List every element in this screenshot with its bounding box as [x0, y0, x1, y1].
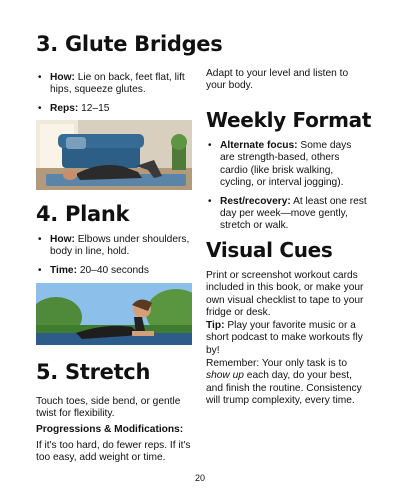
progressions-text: If it's too hard, do fewer reps. If it's too easy, add weight or time. [36, 440, 191, 464]
list-item: • Time: 20–40 seconds [36, 265, 196, 277]
plank-list [36, 234, 196, 283]
list-item: • Reps: 12–15 [36, 103, 196, 115]
plank-photo [36, 283, 192, 345]
section-title-plank: 4. Plank [36, 202, 130, 226]
page-number: 20 [194, 473, 205, 483]
visual-cues-text: Print or screenshot workout cards included in this book, or make your own visual checklist to tape to your fridge or desk. [206, 270, 364, 319]
intro-text: Adapt to your level and listen to your body. [206, 68, 349, 92]
section-title-stretch: 5. Stretch [36, 360, 151, 384]
progressions-heading: Progressions & Modifications: [36, 424, 184, 435]
section-title-glute-bridges: 3. Glute Bridges [36, 32, 223, 56]
list-item: • How: Lie on back, feet flat, lift hips, squeeze glutes. [36, 72, 196, 97]
remember-text: Remember: Your only task is to show up each day, do your best, and finish the routine. Consistency will trump complexity, every time. [206, 358, 362, 407]
list-item: • Alternate focus: Some days are strength-based, others cardio (like brisk walking, cycling, or interval jogging). [206, 140, 368, 190]
glute-bridges-list [36, 72, 196, 121]
weekly-format-list [206, 140, 368, 239]
glute-bridge-photo [36, 120, 192, 190]
stretch-text: Touch toes, side bend, or gentle twist for flexibility. [36, 396, 181, 420]
section-title-weekly-format: Weekly Format [206, 108, 372, 132]
section-title-visual-cues: Visual Cues [206, 238, 333, 262]
tip-text: Tip: Play your favorite music or a short podcast to make workouts fly by! [206, 320, 363, 356]
list-item: • How: Elbows under shoulders, body in line, hold. [36, 234, 196, 259]
list-item: • Rest/recovery: At least one rest day per week—move gently, stretch or walk. [206, 196, 368, 233]
